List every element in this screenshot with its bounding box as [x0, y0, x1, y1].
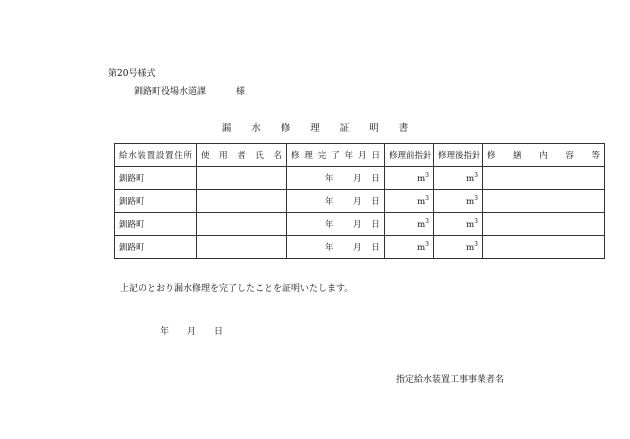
addressee-office: 釧路町役場水道課 [134, 87, 207, 97]
row-repair-details [483, 236, 605, 259]
addressee [134, 84, 245, 97]
repair-table [114, 143, 605, 259]
row-user-name [197, 213, 287, 236]
table-row [115, 190, 605, 213]
date-day: 日 [214, 327, 224, 337]
table-row [115, 213, 605, 236]
addressee-honorific: 様 [236, 87, 246, 97]
row-repair-details [483, 213, 605, 236]
row-completion-date: 年 月 日 [287, 213, 385, 236]
row-address: 釧路町 [115, 167, 197, 190]
row-repair-details [483, 167, 605, 190]
document-title: 漏水修理証明書 [221, 123, 429, 134]
contractor-name-label: 指定給水装置工事事業者名 [396, 375, 505, 385]
certification-date [160, 324, 241, 337]
row-completion-date: 年 月 日 [287, 236, 385, 259]
header-address: 給水装置設置住所 [115, 144, 197, 167]
certification-statement: 上記のとおり漏水修理を完了したことを証明いたします。 [120, 284, 354, 294]
row-address: 釧路町 [115, 236, 197, 259]
row-before-reading: $m^3$ [385, 190, 434, 213]
row-after-reading: $m^3$ [434, 236, 483, 259]
header-after-reading: 修理後指針 [434, 144, 483, 167]
table-row [115, 167, 605, 190]
row-user-name [197, 167, 287, 190]
row-before-reading: $m^3$ [385, 167, 434, 190]
row-user-name [197, 236, 287, 259]
date-month: 月 [187, 327, 197, 337]
row-after-reading: $m^3$ [434, 167, 483, 190]
row-after-reading: $m^3$ [434, 190, 483, 213]
row-user-name [197, 190, 287, 213]
form-number: 第20号様式 [108, 69, 156, 79]
row-completion-date: 年 月 日 [287, 190, 385, 213]
row-after-reading: $m^3$ [434, 213, 483, 236]
header-before-reading: 修理前指針 [385, 144, 434, 167]
row-address: 釧路町 [115, 213, 197, 236]
row-repair-details [483, 190, 605, 213]
date-year: 年 [160, 327, 170, 337]
row-address: 釧路町 [115, 190, 197, 213]
row-completion-date: 年 月 日 [287, 167, 385, 190]
table-header-row [115, 144, 605, 167]
table-row [115, 236, 605, 259]
header-completion-date: 修理完了年月日 [287, 144, 385, 167]
header-repair-details: 修繕内容等 [483, 144, 605, 167]
row-before-reading: $m^3$ [385, 213, 434, 236]
row-before-reading: $m^3$ [385, 236, 434, 259]
header-user-name: 使用者氏名 [197, 144, 287, 167]
